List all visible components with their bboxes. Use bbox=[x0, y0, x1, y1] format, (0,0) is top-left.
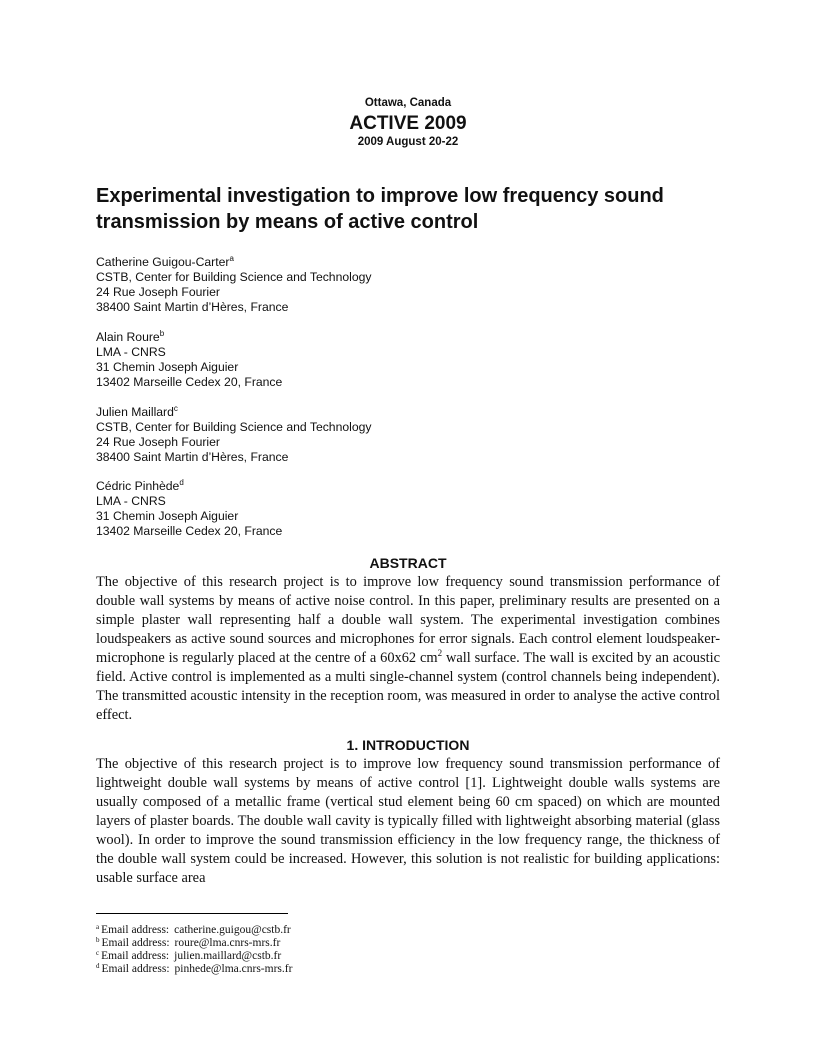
abstract-superscript: 2 bbox=[437, 648, 443, 658]
footnote-mark: b bbox=[96, 936, 100, 944]
author-street: 31 Chemin Joseph Aiguier bbox=[96, 509, 239, 524]
author-name-line bbox=[96, 330, 720, 345]
footnote-separator bbox=[96, 913, 288, 914]
footnote-label: Email address: bbox=[101, 937, 170, 949]
author-block bbox=[96, 405, 720, 465]
author-city: 13402 Marseille Cedex 20, France bbox=[96, 374, 283, 389]
footnote-item bbox=[96, 963, 720, 976]
author-street: 31 Chemin Joseph Aiguier bbox=[96, 359, 239, 374]
introduction-paragraph: The objective of this research project is to improve low frequency sound transmission performance of lightweight double wall systems by means of active control [1]. Lightweight double walls systems are usually composed of a metallic frame (vertical stud element being 60 cm spaced) on which are mounted layers of plaster boards. The double wall cavity is typically filled with lightweight absorbing material (glass wool). In order to improve the sound transmission efficiency in the low frequency range, the thickness of the double wall system could be increased. However, this solution is not realistic for building applications: usable surface area bbox=[96, 756, 720, 886]
footnote-list bbox=[96, 924, 720, 976]
author-city: 38400 Saint Martin d’Hères, France bbox=[96, 449, 289, 464]
author-block bbox=[96, 255, 720, 315]
author-affiliation: LMA - CNRS bbox=[96, 494, 166, 509]
author-name: Julien Maillard bbox=[96, 404, 174, 419]
author-name-line bbox=[96, 255, 720, 270]
footnote-email-link[interactable]: roure@lma.cnrs-mrs.fr bbox=[174, 937, 281, 949]
author-affiliation: CSTB, Center for Building Science and Technology bbox=[96, 270, 372, 284]
author-street: 24 Rue Joseph Fourier bbox=[96, 285, 220, 299]
footnote-email-link[interactable]: catherine.guigou@cstb.fr bbox=[174, 924, 291, 936]
author-footnote-mark: a bbox=[229, 254, 234, 263]
footnote-item bbox=[96, 950, 720, 963]
conference-name: ACTIVE 2009 bbox=[349, 113, 467, 134]
author-affiliation: CSTB, Center for Building Science and Technology bbox=[96, 419, 372, 434]
author-street: 24 Rue Joseph Fourier bbox=[96, 434, 220, 449]
footnote-email-link[interactable]: pinhede@lma.cnrs-mrs.fr bbox=[174, 963, 293, 975]
author-name-line bbox=[96, 479, 720, 494]
footnote-mark: d bbox=[96, 962, 100, 970]
footnote-mark: c bbox=[96, 949, 100, 957]
author-list bbox=[96, 255, 720, 554]
author-footnote-mark: c bbox=[173, 403, 178, 413]
abstract-paragraph bbox=[96, 573, 720, 725]
footnote-label: Email address: bbox=[101, 963, 170, 975]
author-city: 13402 Marseille Cedex 20, France bbox=[96, 524, 283, 539]
author-name: Catherine Guigou-Carter bbox=[96, 255, 230, 269]
abstract-text-part-2: wall surface. The wall is excited by an acoustic field. Active control is implemented as a multi single-channel system (control channels being independent). The transmitted acoustic intensity in the reception room, was measured in order to analyse the active control effect. bbox=[96, 650, 720, 723]
abstract-text-part-1: The objective of this research project is to improve low frequency sound transmission performance of double wall systems by means of active noise control. In this paper, preliminary results are presented on a simple plaster wall representing half a double wall system. The experimental investigation combines loudspeakers as active sound sources and microphones for error signals. Each control element loudspeaker-microphone is regularly placed at the centre of a 60x62 cm bbox=[96, 574, 720, 666]
author-block bbox=[96, 330, 720, 390]
abstract-heading: ABSTRACT bbox=[369, 555, 447, 571]
author-name: Alain Roure bbox=[96, 329, 160, 344]
footnote-mark: a bbox=[96, 923, 100, 931]
author-block bbox=[96, 479, 720, 539]
author-affiliation: LMA - CNRS bbox=[96, 344, 166, 359]
paper-title: Experimental investigation to improve low frequency sound transmission by means of active control bbox=[96, 185, 664, 233]
author-name-line bbox=[96, 405, 720, 420]
footnote-email-link[interactable]: julien.maillard@cstb.fr bbox=[174, 950, 282, 962]
conference-date: 2009 August 20-22 bbox=[357, 136, 459, 148]
conference-location: Ottawa, Canada bbox=[364, 97, 452, 109]
introduction-heading: 1. INTRODUCTION bbox=[346, 737, 470, 753]
author-footnote-mark: b bbox=[159, 328, 165, 338]
footnote-label: Email address: bbox=[101, 950, 170, 962]
footnote-item bbox=[96, 937, 720, 950]
footnote-label: Email address: bbox=[101, 924, 170, 936]
footnote-item bbox=[96, 924, 720, 937]
author-city: 38400 Saint Martin d’Hères, France bbox=[96, 300, 289, 314]
author-name: Cédric Pinhède bbox=[96, 479, 180, 494]
author-footnote-mark: d bbox=[179, 478, 184, 488]
